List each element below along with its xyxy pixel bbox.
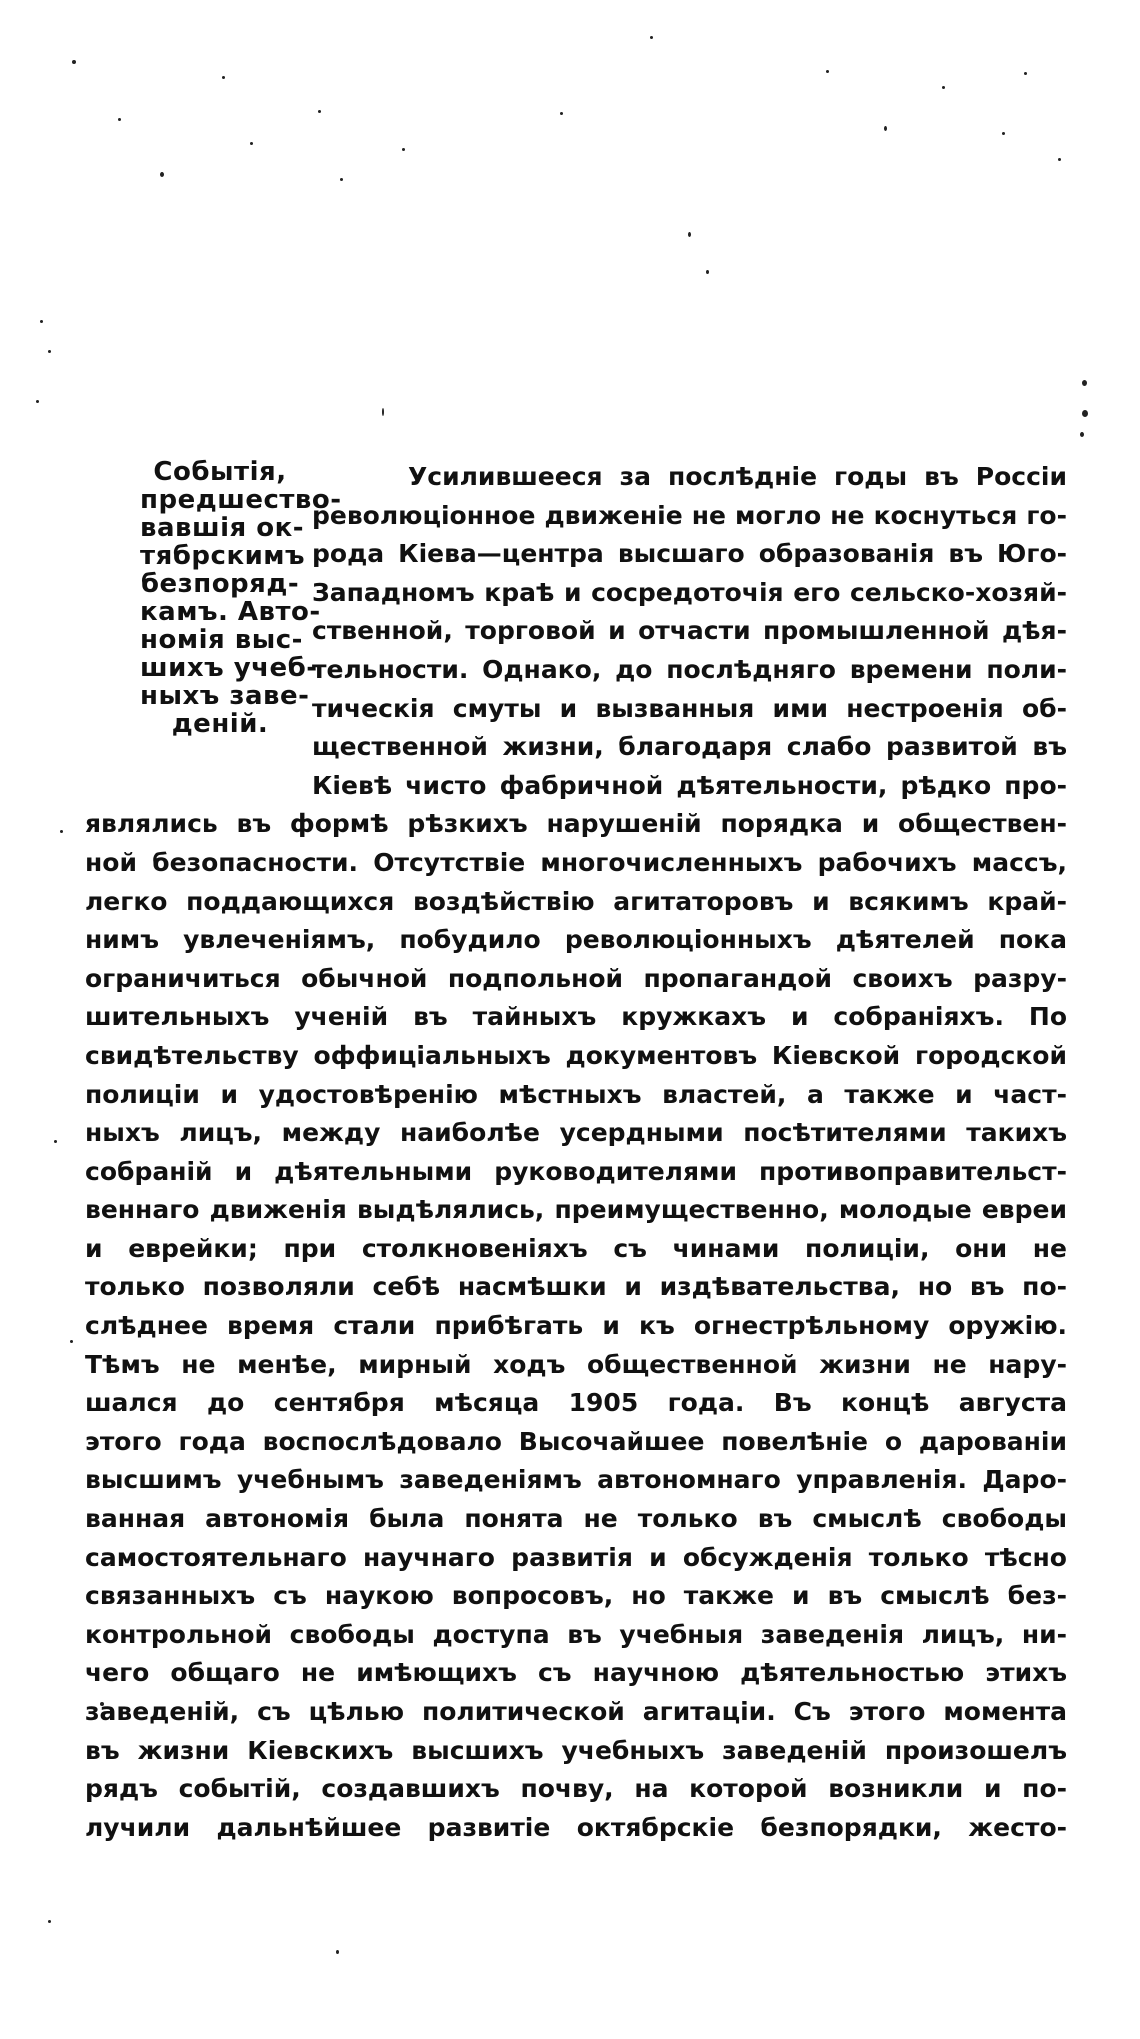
- text-line: нимъ увлеченіямъ, побудило революціонныхъ дѣятелей пока: [85, 925, 1067, 955]
- text-line: шался до сентября мѣсяца 1905 года. Въ концѣ августа: [85, 1388, 1067, 1418]
- text-line: революціонное движеніе не могло не коснуться го-: [312, 500, 1067, 530]
- text-line: ванная автономія была понята не только въ смыслѣ свободы: [85, 1504, 1067, 1534]
- text-line: заведеній, съ цѣлью политической агитаціи. Съ этого момента: [85, 1697, 1067, 1726]
- text-line: контрольной свободы доступа въ учебныя заведенія лицъ, ни-: [85, 1619, 1067, 1649]
- margin-note-line: предшество-: [140, 485, 342, 515]
- text-line: полиціи и удостовѣренію мѣстныхъ властей, а также и част-: [85, 1079, 1067, 1109]
- text-line: въ жизни Кіевскихъ высшихъ учебныхъ заведеній произошелъ: [85, 1735, 1067, 1765]
- text-line: Усилившееся за послѣдніе годы въ Россіи: [408, 462, 1067, 491]
- text-line: ограничиться обычной подпольной пропагандой своихъ разру-: [85, 963, 1067, 993]
- text-line: связанныхъ съ наукою вопросовъ, но также и въ смыслѣ без-: [85, 1581, 1067, 1611]
- text-line: этого года воспослѣдовало Высочайшее повелѣніе о дарованіи: [85, 1426, 1067, 1456]
- text-line: Кіевѣ чисто фабричной дѣятельности, рѣдко про-: [312, 770, 1067, 800]
- margin-note-line: вавшія ок-: [140, 513, 305, 543]
- text-line: тическія смуты и вызванныя ими нестроенія об-: [312, 693, 1067, 723]
- text-line: рядъ событій, создавшихъ почву, на которой возникли и по-: [85, 1774, 1067, 1804]
- text-line: собраній и дѣятельными руководителями противоправительст-: [85, 1156, 1067, 1186]
- text-line: рода Кіева—центра высшаго образованія въ Юго-: [312, 539, 1067, 569]
- margin-note-line: деній.: [171, 709, 269, 739]
- text-line: слѣднее время стали прибѣгать и къ огнестрѣльному оружію.: [85, 1311, 1067, 1341]
- text-line: высшимъ учебнымъ заведеніямъ автономнаго управленія. Даро-: [85, 1465, 1067, 1495]
- text-line: лучили дальнѣйшее развитіе октябрскіе безпорядки, жесто-: [85, 1812, 1067, 1842]
- text-line: ной безопасности. Отсутствіе многочисленныхъ рабочихъ массъ,: [85, 847, 1067, 877]
- text-line: самостоятельнаго научнаго развитія и обсужденія только тѣсно: [85, 1542, 1067, 1572]
- text-line: свидѣтельству оффиціальныхъ документовъ Кіевской городской: [85, 1040, 1067, 1070]
- text-line: Западномъ краѣ и сосредоточія его сельско-хозяй-: [312, 577, 1067, 607]
- text-line: и еврейки; при столкновеніяхъ съ чинами полиціи, они не: [85, 1233, 1067, 1263]
- margin-note-line: номія выс-: [140, 625, 303, 655]
- text-line: ныхъ лицъ, между наиболѣе усердными посѣтителями такихъ: [85, 1118, 1067, 1148]
- text-line: являлись въ формѣ рѣзкихъ нарушеній порядка и обществен-: [85, 809, 1067, 839]
- margin-note-line: ныхъ заве-: [140, 681, 310, 711]
- margin-note-line: камъ. Авто-: [140, 597, 321, 627]
- body-paragraph: [0, 458, 1140, 1847]
- text-line: Тѣмъ не менѣе, мирный ходъ общественной жизни не нару-: [85, 1349, 1067, 1379]
- text-line: щественной жизни, благодаря слабо развитой въ: [312, 732, 1067, 762]
- text-line: только позволяли себѣ насмѣшки и издѣвательства, но въ по-: [85, 1272, 1067, 1302]
- margin-note-line: безпоряд-: [140, 569, 300, 599]
- margin-note-line: Событія,: [153, 457, 287, 487]
- margin-note-line: шихъ учеб-: [140, 653, 318, 683]
- text-line: ственной, торговой и отчасти промышленной дѣя-: [312, 616, 1067, 646]
- text-line: тельности. Однако, до послѣдняго времени поли-: [312, 654, 1067, 684]
- text-line: легко поддающихся воздѣйствію агитаторовъ и всякимъ край-: [85, 886, 1067, 916]
- text-line: чего общаго не имѣющихъ съ научною дѣятельностью этихъ: [85, 1658, 1067, 1688]
- text-line: веннаго движенія выдѣлялись, преимущественно, молодые евреи: [85, 1195, 1067, 1225]
- margin-note-line: тябрскимъ: [140, 541, 306, 571]
- text-line: шительныхъ ученій въ тайныхъ кружкахъ и собраніяхъ. По: [85, 1002, 1067, 1032]
